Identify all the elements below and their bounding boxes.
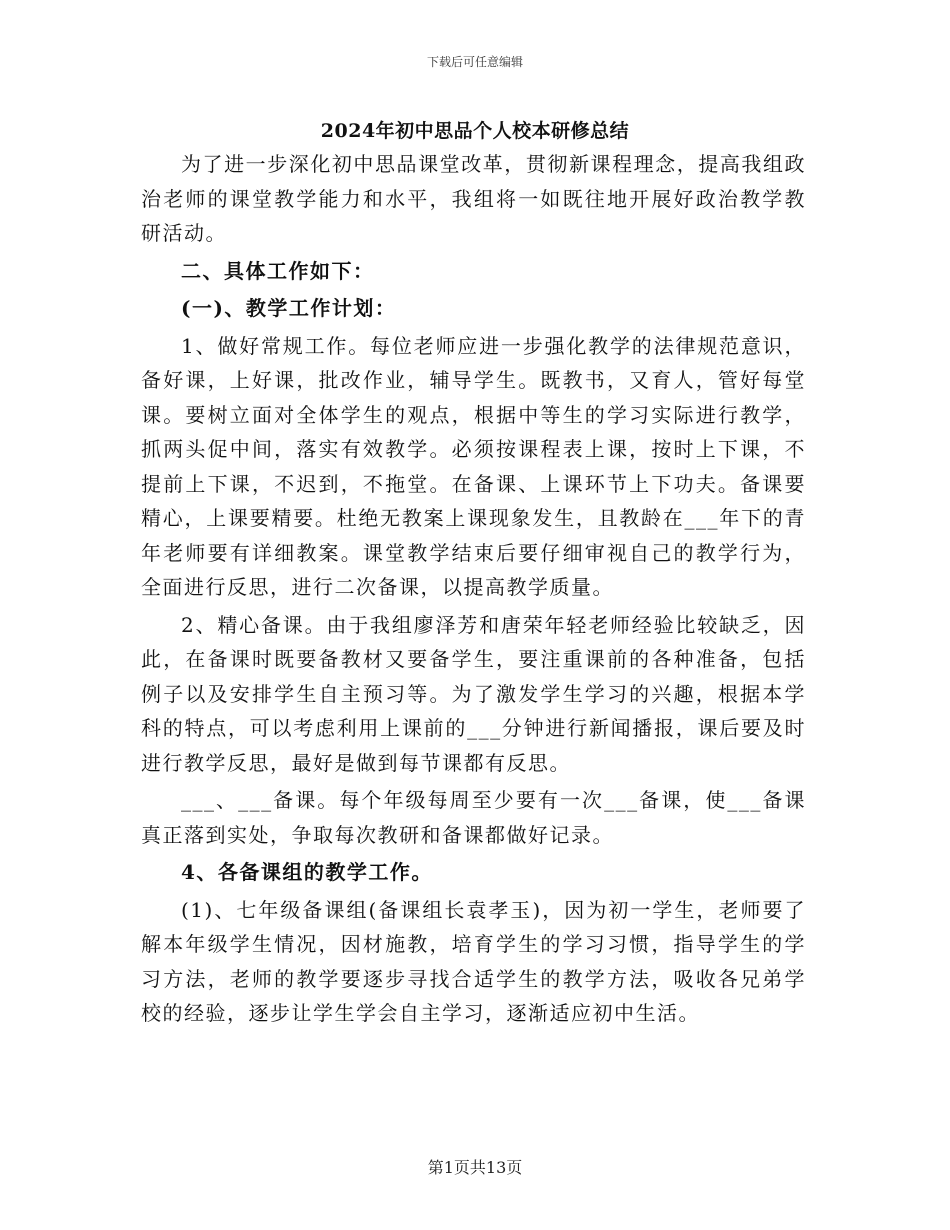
paragraph-lesson-prep: 2、精心备课。由于我组廖泽芳和唐荣年轻老师经验比较缺乏，因此，在备课时既要备教材又要备学生，要注重课前的各种准备，包括例子以及安排学生自主预习等。为了激发学生学习的兴趣，根据本学科的特点，可以考虑利用上课前的___分钟进行新闻播报，课后要及时进行教学反思，最好是做到每节课都有反思。	[141, 612, 806, 775]
page-footer: 第1页共13页	[427, 1158, 523, 1177]
paragraph-routine-work: 1、做好常规工作。每位老师应进一步强化教学的法律规范意识，备好课，上好课，批改作业，辅导学生。既教书，又育人，管好每堂课。要树立面对全体学生的观点，根据中等生的学习实际进行教学，抓两头促中间，落实有效教学。必须按课程表上课，按时上下课，不提前上下课，不迟到，不拖堂。在备课、上课环节上下功夫。备课要精心，上课要精要。杜绝无教案上课现象发生，且教龄在___年下的青年老师要有详细教案。课堂教学结束后要仔细审视自己的教学行为，全面进行反思，进行二次备课，以提高教学质量。	[141, 333, 806, 599]
section-heading: 二、具体工作如下：	[181, 258, 375, 283]
paragraph-grade-seven: (1)、七年级备课组(备课组长袁孝玉)，因为初一学生，老师要了解本年级学生情况，因材施教，培育学生的学习习惯，指导学生的学习方法，老师的教学要逐步寻找合适学生的教学方法，吸收各兄弟学校的经验，逐步让学生学会自主学习，逐渐适应初中生活。	[141, 897, 806, 1025]
header-note: 下载后可任意编辑	[426, 55, 523, 69]
paragraph-intro: 为了进一步深化初中思品课堂改革，贯彻新课程理念，提高我组政治老师的课堂教学能力和水平，我组将一如既往地开展好政治教学教研活动。	[141, 152, 806, 245]
document-body	[141, 147, 806, 1034]
subsection-heading: (一)、教学工作计划：	[181, 296, 397, 320]
paragraph-group-prep: ___、___备课。每个年级每周至少要有一次___备课，使___备课真正落到实处，争取每次教研和备课都做好记录。	[141, 788, 806, 847]
document-title: 2024年初中思品个人校本研修总结	[320, 120, 630, 142]
item-heading: 4、各备课组的教学工作。	[181, 860, 433, 884]
